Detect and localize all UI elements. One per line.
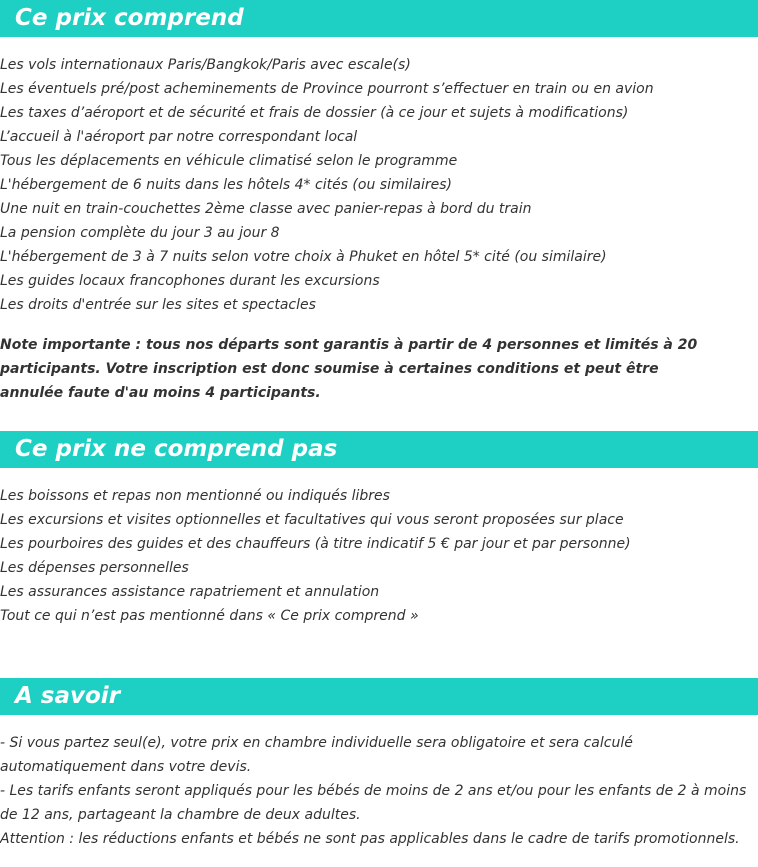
list-item: Les taxes d’aéroport et de sécurité et frais de dossier (à ce jour et sujets à modifications)	[0, 105, 629, 121]
list-item: Les boissons et repas non mentionné ou indiqués libres	[0, 488, 390, 504]
list-item: - Si vous partez seul(e), votre prix en chambre individuelle sera obligatoire et sera calculé automatiquement dans votre devis.	[0, 735, 633, 775]
list-item: - Les tarifs enfants seront appliqués pour les bébés de moins de 2 ans et/ou pour les enfants de 2 à moins de 12 ans, partageant la chambre de deux adultes.	[0, 783, 747, 823]
includes-list	[0, 53, 758, 317]
list-item: L’accueil à l'aéroport par notre correspondant local	[0, 129, 358, 145]
list-item: Les éventuels pré/post acheminements de Province pourront s’effectuer en train ou en avion	[0, 81, 654, 97]
list-item: Les pourboires des guides et des chauffeurs (à titre indicatif 5 € par jour et par personne)	[0, 536, 631, 552]
excludes-list	[0, 484, 758, 628]
list-item: L'hébergement de 3 à 7 nuits selon votre choix à Phuket en hôtel 5* cité (ou similaire)	[0, 249, 607, 265]
section-price-excludes	[0, 431, 758, 628]
list-item: Les droits d'entrée sur les sites et spectacles	[0, 297, 316, 313]
list-item: Une nuit en train-couchettes 2ème classe avec panier-repas à bord du train	[0, 201, 532, 217]
list-item: Les vols internationaux Paris/Bangkok/Paris avec escale(s)	[0, 57, 411, 73]
list-item: L'hébergement de 6 nuits dans les hôtels 4* cités (ou similaires)	[0, 177, 452, 193]
section-title-includes: Ce prix comprend	[0, 0, 758, 37]
list-item: Tous les déplacements en véhicule climatisé selon le programme	[0, 153, 458, 169]
list-item: Les guides locaux francophones durant les excursions	[0, 273, 380, 289]
section-title-info: A savoir	[0, 678, 758, 715]
section-price-includes	[0, 0, 758, 405]
section-title-excludes: Ce prix ne comprend pas	[0, 431, 758, 468]
list-item: Attention : les réductions enfants et bébés ne sont pas applicables dans le cadre de tarifs promotionnels.	[0, 831, 740, 847]
list-item: La pension complète du jour 3 au jour 8	[0, 225, 280, 241]
list-item: Les dépenses personnelles	[0, 560, 189, 576]
important-note: Note importante : tous nos départs sont garantis à partir de 4 personnes et limités à 20 participants. Votre inscription est donc soumise à certaines conditions et peut être annulée faute d'au moins 4 participants.	[0, 337, 698, 401]
list-item: Les excursions et visites optionnelles et facultatives qui vous seront proposées sur place	[0, 512, 624, 528]
list-item: Les assurances assistance rapatriement et annulation	[0, 584, 380, 600]
section-good-to-know	[0, 678, 758, 851]
info-list	[0, 731, 758, 851]
list-item: Tout ce qui n’est pas mentionné dans « Ce prix comprend »	[0, 608, 419, 624]
